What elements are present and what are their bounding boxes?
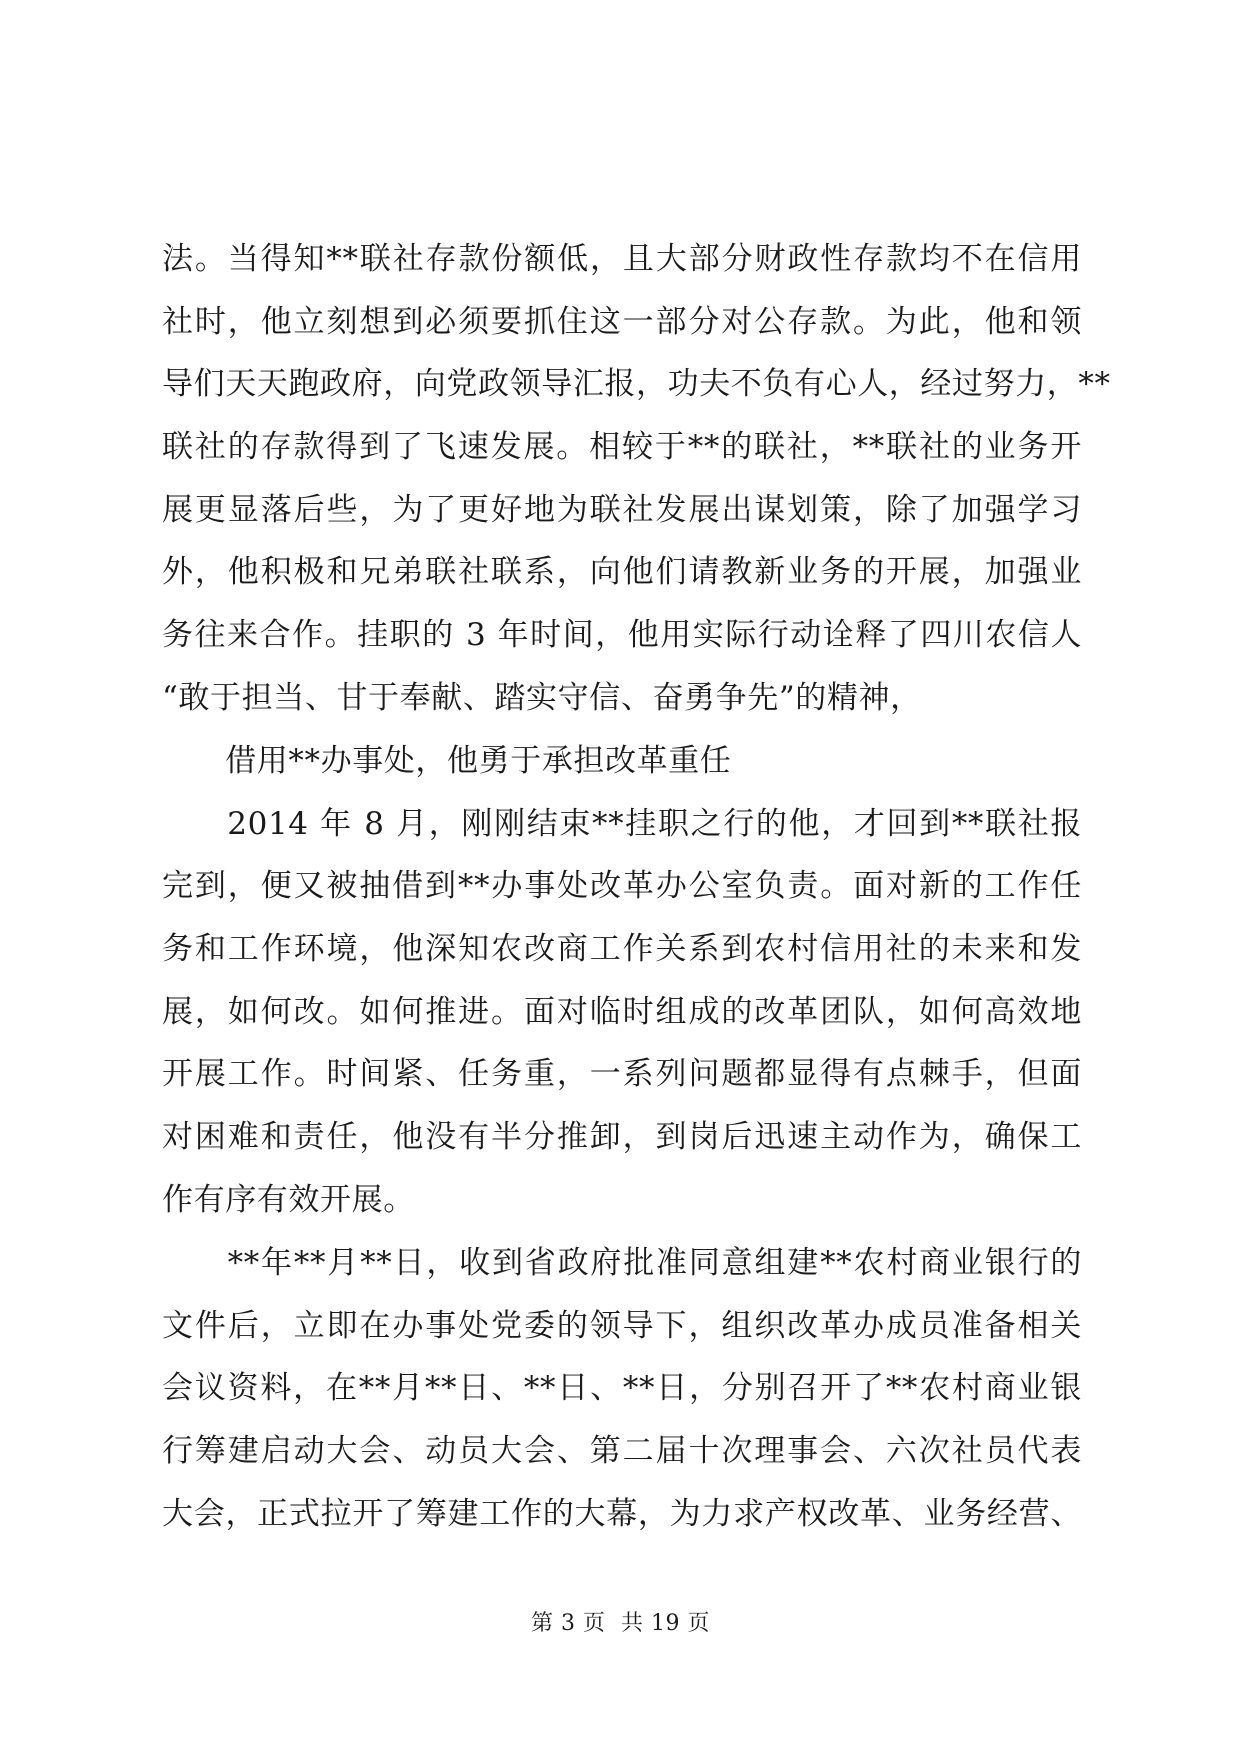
- text-line: 务往来合作。挂职的 3 年时间，他用实际行动诠释了四川农信人: [162, 617, 1082, 654]
- text-line: 展更显落后些，为了更好地为联社发展出谋划策，除了加强学习: [162, 491, 1082, 528]
- text-line: 外，他积极和兄弟联社联系，向他们请教新业务的开展，加强业: [162, 554, 1082, 591]
- page-footer: [0, 1606, 1241, 1637]
- text-line: 社时，他立刻想到必须要抓住这一部分对公存款。为此，他和领: [162, 303, 1082, 340]
- paragraph-group-1: [162, 228, 1111, 730]
- text-line: 展，如何改。如何推进。面对临时组成的改革团队，如何高效地: [162, 993, 1082, 1030]
- text-line: 2014 年 8 月，刚刚结束**挂职之行的他，才回到**联社报: [162, 805, 1082, 842]
- text-line: 行筹建启动大会、动员大会、第二届十次理事会、六次社员代表: [162, 1433, 1082, 1470]
- text-line: 对困难和责任，他没有半分推卸，到岗后迅速主动作为，确保工: [162, 1119, 1082, 1156]
- section-heading: 借用**办事处，他勇于承担改革重任: [162, 743, 732, 779]
- paragraph-group-3: [162, 1232, 1082, 1545]
- text-line: “敢于担当、甘于奉献、踏实守信、奋勇争先”的精神，: [162, 679, 922, 716]
- text-line: 法。当得知**联社存款份额低，且大部分财政性存款均不在信用: [162, 241, 1082, 277]
- paragraph-group-2: [162, 730, 1082, 1232]
- text-line: 文件后，立即在办事处党委的领导下，组织改革办成员准备相关: [162, 1307, 1082, 1344]
- text-line: 开展工作。时间紧、任务重，一系列问题都显得有点棘手，但面: [162, 1056, 1082, 1093]
- page-total: 共 19 页: [621, 1611, 710, 1636]
- text-line: 导们天天跑政府，向党政领导汇报，功夫不负有心人，经过努力，**: [162, 366, 1111, 403]
- text-line: 务和工作环境，他深知农改商工作关系到农村信用社的未来和发: [162, 931, 1082, 968]
- page-number: 第 3 页: [531, 1611, 606, 1636]
- text-line: 大会，正式拉开了筹建工作的大幕，为力求产权改革、业务经营、: [162, 1495, 1082, 1532]
- text-line: 联社的存款得到了飞速发展。相较于**的联社，**联社的业务开: [162, 429, 1082, 466]
- text-line: 完到，便又被抽借到**办事处改革办公室负责。面对新的工作任: [162, 868, 1082, 905]
- text-line: 会议资料，在**月**日、**日、**日，分别召开了**农村商业银: [162, 1370, 1082, 1407]
- text-line: 作有序有效开展。: [162, 1181, 415, 1218]
- text-line: **年**月**日，收到省政府批准同意组建**农村商业银行的: [162, 1245, 1082, 1281]
